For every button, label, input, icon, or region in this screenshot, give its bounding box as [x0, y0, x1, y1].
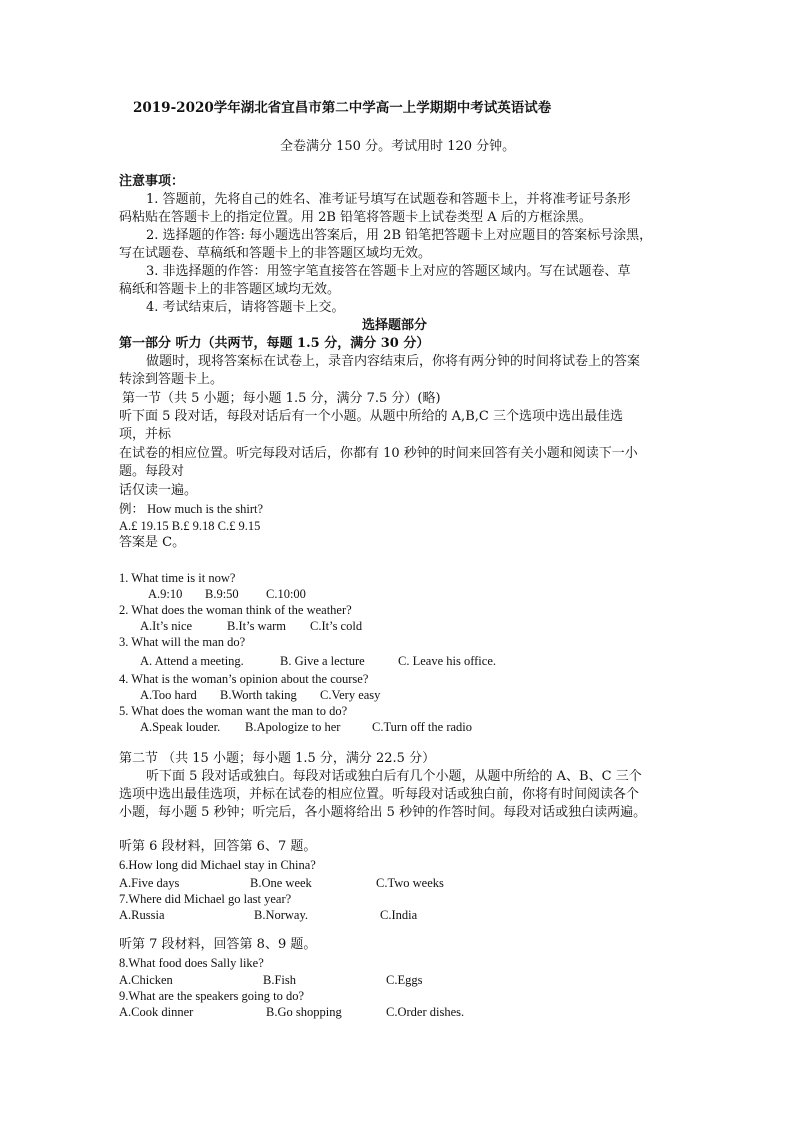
section2-instruction: 听下面 5 段对话或独白。每段对话或独白后有几个小题，从题中所给的 A、B、C 三个: [146, 769, 642, 784]
answer-option: B.Norway.: [254, 908, 309, 922]
answer-option: C.Very easy: [320, 688, 381, 702]
answer-option: A.9:10: [148, 587, 183, 601]
material-heading: 听第 6 段材料，回答第 6、7 题。: [119, 839, 317, 854]
notes-line: 3. 非选择题的作答：用签字笔直接答在答题卡上对应的答题区域内。写在试题卷、草: [146, 264, 631, 279]
answer-option: A.It’s nice: [140, 619, 193, 633]
answer-option: A.Cook dinner: [119, 1005, 194, 1019]
notes-line: 4. 考试结束后，请将答题卡上交。: [146, 300, 345, 315]
answer-option: A. Attend a meeting.: [140, 654, 244, 668]
answer-option: A.Five days: [119, 876, 180, 890]
question-text: 4. What is the woman’s opinion about the course?: [119, 672, 369, 686]
answer-option: C.It’s cold: [310, 619, 363, 633]
example-answer: 答案是 C。: [119, 535, 186, 550]
answer-option: A.Too hard: [140, 688, 197, 702]
answer-option: C.Order dishes.: [386, 1005, 465, 1019]
notes-heading: 注意事项：: [119, 174, 185, 189]
notes-line: 1. 答题前，先将自己的姓名、准考证号填写在试题卷和答题卡上，并将准考证号条形: [146, 192, 631, 207]
answer-option: C.Eggs: [386, 973, 423, 987]
question-text: 6.How long did Michael stay in China?: [119, 858, 316, 872]
page-subtitle: 全卷满分 150 分。考试用时 120 分钟。: [280, 139, 516, 154]
notes-line: 稿纸和答题卡上的非答题区域均无效。: [119, 282, 341, 297]
answer-option: C.10:00: [266, 587, 306, 601]
answer-option: C.Two weeks: [376, 876, 444, 890]
section1-heading: 第一节（共 5 小题；每小题 1.5 分，满分 7.5 分）(略): [122, 391, 441, 406]
page-title: 2019-2020学年湖北省宜昌市第二中学高一上学期期中考试英语试卷: [133, 100, 552, 116]
section1-instruction: 听下面 5 段对话，每段对话后有一个小题。从题中所给的 A,B,C 三个选项中选出最佳选: [119, 409, 623, 424]
answer-option: B.Fish: [263, 973, 297, 987]
section-title: 选择题部分: [362, 318, 428, 333]
notes-line: 2. 选择题的作答: 每小题选出答案后，用 2B 铅笔把答题卡上对应题目的答案标号涂黑，: [146, 228, 653, 243]
section2-heading: 第二节 （共 15 小题；每小题 1.5 分，满分 22.5 分）: [119, 751, 436, 766]
answer-option: B.9:50: [205, 587, 239, 601]
answer-option: B.One week: [250, 876, 312, 890]
question-text: 3. What will the man do?: [119, 635, 246, 649]
part1-instruction: 转涂到答题卡上。: [119, 372, 224, 387]
answer-option: B.Go shopping: [266, 1005, 342, 1019]
part1-heading: 第一部分 听力（共两节，每题 1.5 分，满分 30 分）: [119, 336, 430, 351]
answer-option: A.Chicken: [119, 973, 173, 987]
section1-instruction: 在试卷的相应位置。听完每段对话后，你都有 10 秒钟的时间来回答有关小题和阅读下一小: [119, 446, 638, 461]
notes-line: 码粘贴在答题卡上的指定位置。用 2B 铅笔将答题卡上试卷类型 A 后的方框涂黑。: [119, 210, 592, 225]
answer-option: C. Leave his office.: [398, 654, 496, 668]
example-options: A.£ 19.15 B.£ 9.18 C.£ 9.15: [119, 519, 261, 533]
answer-option: B.Worth taking: [220, 688, 297, 702]
example-question: 例： How much is the shirt?: [119, 502, 264, 516]
question-text: 2. What does the woman think of the weather?: [119, 603, 352, 617]
section1-instruction: 项，并标: [119, 427, 172, 442]
answer-option: B.It’s warm: [227, 619, 287, 633]
question-text: 7.Where did Michael go last year?: [119, 892, 292, 906]
question-text: 1. What time is it now?: [119, 571, 236, 585]
notes-line: 写在试题卷、草稿纸和答题卡上的非答题区域均无效。: [119, 246, 432, 261]
answer-option: B. Give a lecture: [280, 654, 365, 668]
section2-instruction: 选项中选出最佳选项，并标在试卷的相应位置。听每段对话或独白前，你将有时间阅读各个: [119, 787, 640, 802]
answer-option: C.Turn off the radio: [372, 720, 472, 734]
answer-option: A.Speak louder.: [140, 720, 221, 734]
question-text: 9.What are the speakers going to do?: [119, 989, 305, 1003]
section2-instruction: 小题，每小题 5 秒钟；听完后，各小题将给出 5 秒钟的作答时间。每段对话或独白读两遍。: [119, 805, 647, 820]
section1-instruction: 题。每段对: [119, 464, 185, 479]
answer-option: B.Apologize to her: [245, 720, 341, 734]
question-text: 5. What does the woman want the man to do?: [119, 704, 348, 718]
answer-option: A.Russia: [119, 908, 165, 922]
section1-instruction: 话仅读一遍。: [119, 483, 198, 498]
question-text: 8.What food does Sally like?: [119, 956, 264, 970]
material-heading: 听第 7 段材料，回答第 8、9 题。: [119, 937, 317, 952]
answer-option: C.India: [380, 908, 418, 922]
part1-instruction: 做题时，现将答案标在试卷上，录音内容结束后，你将有两分钟的时间将试卷上的答案: [146, 354, 641, 369]
